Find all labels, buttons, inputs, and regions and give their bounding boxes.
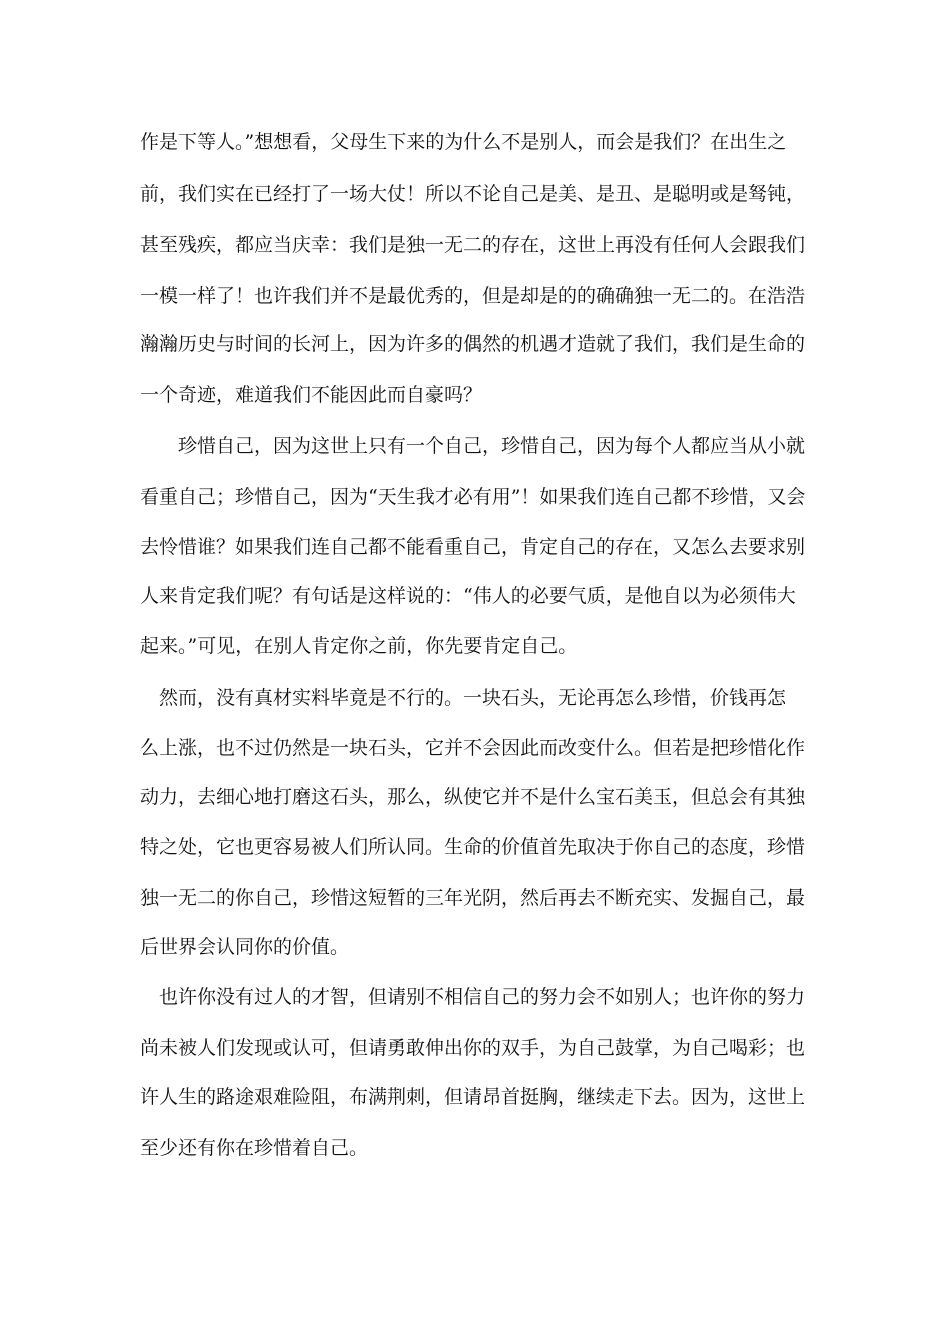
text-line: 去怜惜谁？如果我们连自己都不能看重自己，肯定自己的存在，又怎么去要求别 <box>140 536 806 558</box>
text-line: 特之处，它也更容易被人们所认同。生命的价值首先取决于你自己的态度，珍惜 <box>140 836 806 858</box>
text-line: 至少还有你在珍惜着自己。 <box>140 1137 369 1159</box>
text-line: 后世界会认同你的价值。 <box>140 936 350 958</box>
text-line: 然而，没有真材实料毕竟是不行的。一块石头，无论再怎么珍惜，价钱再怎 <box>140 687 787 709</box>
text-line: 独一无二的你自己，珍惜这短暂的三年光阴，然后再去不断充实、发掘自己，最 <box>140 887 806 909</box>
text-line: 也许你没有过人的才智，但请别不相信自己的努力会不如别人；也许你的努力 <box>140 986 806 1008</box>
text-line: 前，我们实在已经打了一场大仗！所以不论自己是美、是丑、是聪明或是驽钝， <box>140 183 806 205</box>
text-line: 起来。”可见，在别人肯定你之前，你先要肯定自己。 <box>140 635 578 657</box>
text-line: 作是下等人。”想想看，父母生下来的为什么不是别人，而会是我们？在出生之 <box>140 131 787 153</box>
text-line: 许人生的路途艰难险阻，布满荆刺，但请昂首挺胸，继续走下去。因为，这世上 <box>140 1086 806 1108</box>
text-line: 么上涨，也不过仍然是一块石头，它并不会因此而改变什么。但若是把珍惜化作 <box>140 737 806 759</box>
text-line: 甚至残疾，都应当庆幸：我们是独一无二的存在，这世上再没有任何人会跟我们 <box>140 234 806 256</box>
text-line: 瀚瀚历史与时间的长河上，因为许多的偶然的机遇才造就了我们，我们是生命的 <box>140 333 806 355</box>
text-line: 一个奇迹，难道我们不能因此而自豪吗？ <box>140 384 483 406</box>
text-line: 珍惜自己，因为这世上只有一个自己，珍惜自己，因为每个人都应当从小就 <box>140 435 806 457</box>
text-line: 动力，去细心地打磨这石头，那么，纵使它并不是什么宝石美玉，但总会有其独 <box>140 786 806 808</box>
text-line: 人来肯定我们呢？有句话是这样说的：“伟人的必要气质，是他自以为必须伟大 <box>140 585 796 607</box>
text-line: 尚未被人们发现或认可，但请勇敢伸出你的双手，为自己鼓掌，为自己喝彩；也 <box>140 1037 806 1059</box>
text-line: 一模一样了！也许我们并不是最优秀的，但是却是的的确确独一无二的。在浩浩 <box>140 285 806 307</box>
text-line: 看重自己；珍惜自己，因为“天生我才必有用”！如果我们连自己都不珍惜，又会 <box>140 486 806 508</box>
